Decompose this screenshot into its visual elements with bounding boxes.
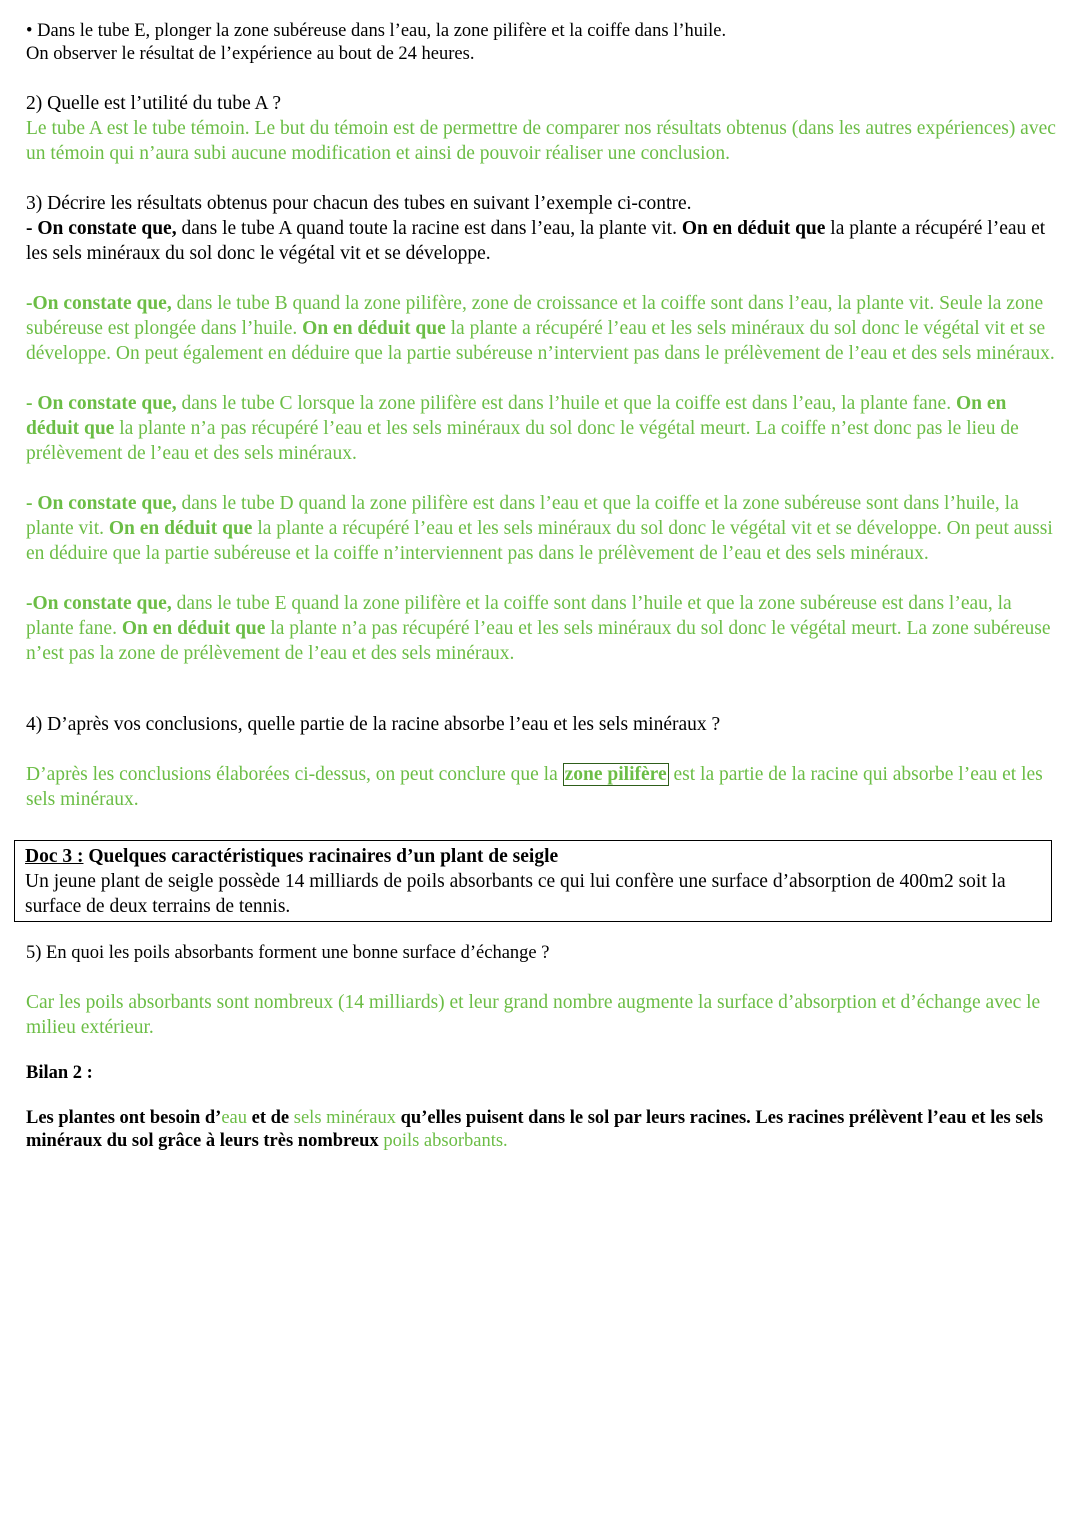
answer-tube-b [26, 291, 1056, 366]
body-text: D’après les conclusions élaborées ci-dessus, on peut conclure que la [26, 764, 563, 785]
body-text: la plante a récupéré l’eau et les sels minéraux du sol donc le végétal vit et se développe. On peut aussi en déduire que la partie subéreuse et la coiffe n’interviennent pas dans le prélèvement de l’eau et des sels minéraux. [26, 518, 1053, 564]
doc3-body: Un jeune plant de seigle possède 14 milliards de poils absorbants ce qui lui confère une surface d’absorption de 400m2 soit la surface de deux terrains de tennis. [25, 871, 1006, 917]
deduit-text: On en déduit que [26, 393, 1007, 439]
doc3-title: Quelques caractéristiques racinaires d’un plant de seigle [83, 846, 559, 867]
spacer [26, 66, 1056, 91]
doc3-heading [25, 844, 1041, 869]
question-5: 5) En quoi les poils absorbants forment une bonne surface d’échange ? [26, 943, 550, 963]
intro-text: Dans le tube E, plonger la zone subéreuse dans l’eau, la zone pilifère et la coiffe dans l’huile. [37, 21, 727, 41]
question-3: 3) Décrire les résultats obtenus pour chacun des tubes en suivant l’exemple ci-contre. [26, 193, 692, 214]
spacer [26, 666, 1056, 712]
body-text: la plante a récupéré l’eau et les sels minéraux du sol donc le végétal vit et se développe. On peut également en déduire que la partie subéreuse n’intervient pas dans le prélèvement de l’eau et des sels minéraux. [26, 318, 1055, 364]
bilan-text [26, 1107, 1056, 1153]
lead-text: - On constate que, [26, 393, 177, 414]
body-text: dans le tube D quand la zone pilifère est dans l’eau et que la coiffe et la zone subéreuse sont dans l’huile, la plante vit. [26, 493, 1019, 539]
lead-text: -On constate que, [26, 293, 172, 314]
spacer [26, 922, 1056, 942]
lead-text: - On constate que, [26, 218, 177, 239]
body-text: la plante a récupéré l’eau et les sels minéraux du sol donc le végétal vit et se développe. [26, 218, 1046, 264]
spacer [26, 1085, 1056, 1107]
lead-text: - On constate que, [26, 493, 177, 514]
bullet: • [26, 21, 33, 41]
example-answer [26, 216, 1056, 266]
body-text: Les plantes ont besoin d’ [26, 1108, 222, 1128]
answer-tube-c [26, 391, 1056, 466]
body-text: dans le tube B quand la zone pilifère, zone de croissance et la coiffe sont dans l’eau, la plante vit. Seule la zone subéreuse est plongée dans l’huile. [26, 293, 1044, 339]
spacer [26, 812, 1056, 840]
answer-tube-e [26, 591, 1056, 666]
intro-line-2: On observer le résultat de l’expérience au bout de 24 heures. [26, 44, 475, 64]
spacer [26, 466, 1056, 491]
answer-5: Car les poils absorbants sont nombreux (14 milliards) et leur grand nombre augmente la surface d’absorption et d’échange avec le milieu extérieur. [26, 992, 1041, 1038]
boxed-keyword: zone pilifère [564, 764, 667, 785]
spacer [26, 166, 1056, 191]
spacer [26, 366, 1056, 391]
keyword-sels: sels minéraux [293, 1108, 397, 1128]
spacer [26, 566, 1056, 591]
body-text: et de [247, 1108, 294, 1128]
spacer [26, 965, 1056, 990]
answer-tube-d [26, 491, 1056, 566]
intro-line-1 [26, 20, 1056, 43]
body-text: dans le tube A quand toute la racine est dans l’eau, la plante vit. [176, 218, 682, 239]
body-text: dans le tube C lorsque la zone pilifère est dans l’huile et que la coiffe est dans l’eau, la plante fane. [176, 393, 956, 414]
body-text: la plante n’a pas récupéré l’eau et les sels minéraux du sol donc le végétal meurt. La coiffe n’est donc pas le lieu de prélèvement de l’eau et des sels minéraux. [26, 418, 1019, 464]
deduit-text: On en déduit que [681, 218, 826, 239]
lead-text: -On constate que, [26, 593, 172, 614]
body-text: la plante n’a pas récupéré l’eau et les sels minéraux du sol donc le végétal meurt. La zone subéreuse n’est pas la zone de prélèvement de l’eau et des sels minéraux. [26, 618, 1051, 664]
spacer [26, 737, 1056, 762]
spacer [26, 1040, 1056, 1062]
keyword-poils: poils absorbants. [383, 1131, 508, 1151]
answer-4 [26, 762, 1056, 812]
deduit-text: On en déduit que [121, 618, 266, 639]
question-4: 4) D’après vos conclusions, quelle partie de la racine absorbe l’eau et les sels minéraux ? [26, 714, 721, 735]
document-page [26, 20, 1056, 1153]
body-text: est la partie de la racine qui absorbe l’eau et les sels minéraux. [26, 764, 1043, 810]
body-text: qu’elles puisent dans le sol par leurs racines. Les racines prélèvent l’eau et les sels minéraux du sol grâce à leurs très nombreux [26, 1108, 1044, 1151]
keyword-eau: eau [221, 1108, 248, 1128]
body-text: dans le tube E quand la zone pilifère et la coiffe sont dans l’huile et que la zone subéreuse est dans l’eau, la plante fane. [26, 593, 1012, 639]
deduit-text: On en déduit que [108, 518, 253, 539]
doc3-label: Doc 3 : [25, 846, 84, 867]
deduit-text: On en déduit que [302, 318, 446, 339]
bilan-title: Bilan 2 : [26, 1063, 93, 1083]
answer-2: Le tube A est le tube témoin. Le but du témoin est de permettre de comparer nos résultats obtenus (dans les autres expériences) avec un témoin qui n’aura subi aucune modification et ainsi de pouvoir réaliser une conclusion. [26, 118, 1056, 164]
question-2: 2) Quelle est l’utilité du tube A ? [26, 93, 282, 114]
spacer [26, 266, 1056, 291]
doc3-box [14, 840, 1052, 922]
